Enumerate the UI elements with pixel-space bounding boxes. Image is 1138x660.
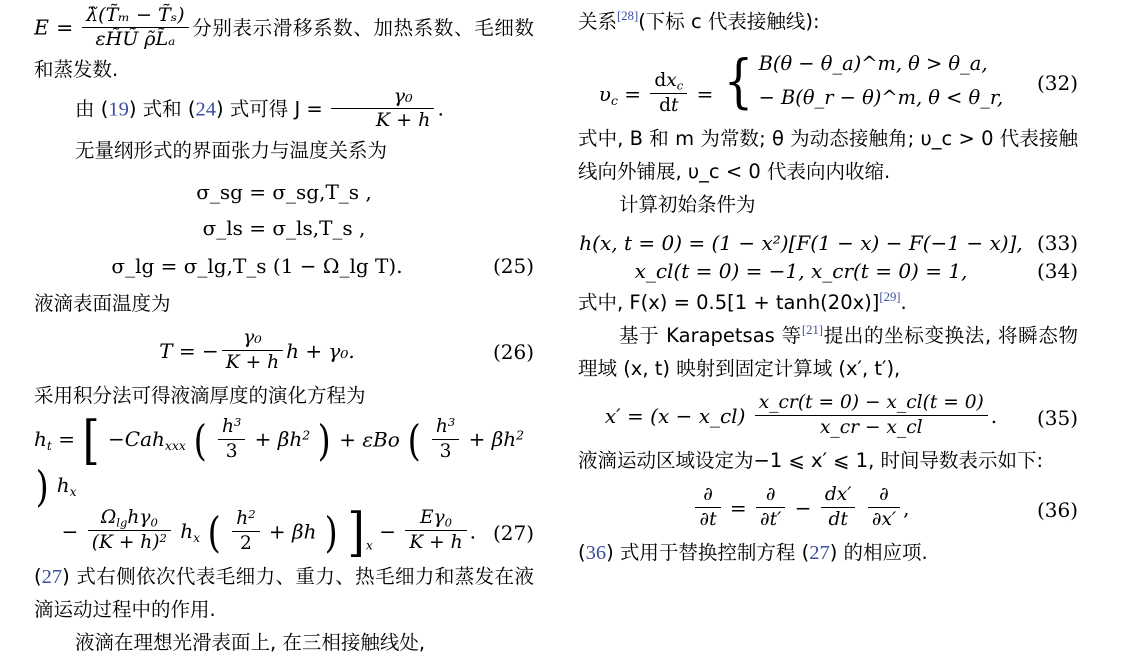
two-column-layout <box>34 3 1110 660</box>
equation-32-number: (32) <box>1036 71 1078 96</box>
equation-27-number: (27) <box>492 520 534 545</box>
fraction-E-gamma-over-K-plus-h <box>405 507 466 554</box>
equation-27-term-8: + βh <box>268 519 317 544</box>
left-paragraph-3-text: 无量纲形式的界面张力与温度关系为 <box>75 139 388 163</box>
p5-pre: 基于 Karapetsas 等 <box>619 323 802 347</box>
fraction-denominator: εH̃Ũ ρ̃L̃ₐ <box>82 27 189 52</box>
equation-26-lhs: T = − <box>159 338 219 363</box>
p2-post: ) 式可得 J = <box>215 98 323 122</box>
equation-27-block <box>34 410 534 563</box>
equation-36-comma: , <box>903 496 910 521</box>
paren-open-1: ( <box>193 416 207 466</box>
left-paragraph-4-text: 液滴表面温度为 <box>34 291 171 315</box>
fraction-denominator: dt <box>821 507 856 531</box>
p7-end: ) 的相应项. <box>829 541 928 565</box>
fraction-numerator: λ̃(T̃ₘ − T̃ₛ) <box>86 3 185 26</box>
fraction-J <box>331 85 435 133</box>
left-paragraph-2 <box>34 87 534 135</box>
fraction-numerator: $E\gamma_0$ <box>419 507 452 531</box>
fraction-d-dt <box>695 484 720 531</box>
p7-open-paren: ( <box>578 541 586 565</box>
fraction-numerator: γ₀ <box>393 85 413 108</box>
equation-33-number: (33) <box>1036 230 1078 255</box>
equation-25-line-2: σ_ls = σ_ls,T_s , <box>202 215 366 240</box>
p4-post: . <box>900 290 907 314</box>
equation-26-rhs: h + γ₀. <box>286 338 355 363</box>
equation-26-body <box>34 326 480 376</box>
fraction-denominator: $(K + h)^2$ <box>88 530 171 554</box>
equation-27-lhs: $h_t$ = <box>34 427 75 454</box>
left-paragraph-3 <box>34 135 534 168</box>
fraction-denominator: ∂x′ <box>868 507 900 531</box>
fraction-denominator: K + h <box>405 530 466 554</box>
equation-25-line-3: σ_lg = σ_lg,T_s (1 − Ω_lg T). <box>111 254 403 279</box>
equation-27-right-bracket: ] <box>347 502 365 563</box>
equation-35-body <box>578 394 1024 441</box>
paren-open-2: ( <box>407 416 421 466</box>
fraction-denominator: 3 <box>432 439 459 463</box>
p5-post: 提出的坐标变换法, 将瞬态物理域 (x, t) 映射到固定计算域 (x′, t′), <box>578 323 1079 380</box>
left-paragraph-5-text: 采用积分法可得液滴厚度的演化方程为 <box>34 383 366 407</box>
eq-ref-27[interactable]: 27 <box>41 565 63 588</box>
equation-27-term-9: − <box>379 519 396 544</box>
equation-27-term-2: + $\beta h^2$ <box>254 427 311 452</box>
left-paragraph-6-text: ) 式右侧依次代表毛细力、重力、热毛细力和蒸发在液滴运动过程中的作用. <box>34 564 534 622</box>
equation-36-number: (36) <box>1036 497 1078 522</box>
p4-pre: 式中, F(x) = 0.5[1 + tanh(20x)] <box>578 290 880 314</box>
fraction-numerator: $\Omega_{lg}h\gamma_0$ <box>100 507 158 531</box>
right-paragraph-2-text: 式中, B 和 m 为常数; θ 为动态接触角; υ_c > 0 代表接触线向外铺展, υ_c < 0 代表向内收缩. <box>578 126 1078 184</box>
equation-36-body <box>578 486 1024 533</box>
fraction-gamma-over-K-plus-h <box>222 327 283 374</box>
equation-32-lhs: $\upsilon_c$ = <box>598 81 642 108</box>
fraction-h3-over-3-b <box>432 415 459 463</box>
fraction-d-dxprime <box>868 484 900 531</box>
paren-close-1: ) <box>318 416 332 466</box>
fraction-numerator: x_cr(t = 0) − x_cl(t = 0) <box>758 392 984 414</box>
left-brace: { <box>723 46 753 115</box>
equation-34-row <box>578 259 1078 283</box>
left-paragraph-5 <box>34 380 534 413</box>
equation-27-line-1-wrap <box>34 410 534 511</box>
fraction-denominator: ∂t′ <box>756 507 785 531</box>
right-paragraph-4 <box>578 287 1078 320</box>
eq-ref-27-right[interactable]: 27 <box>809 542 830 565</box>
right-paragraph-6-text: 液滴运动区域设定为−1 ⩽ x′ ⩽ 1, 时间导数表示如下: <box>578 449 1044 473</box>
equation-27-line-2-row <box>34 502 534 563</box>
fraction-numerator: $h^2$ <box>236 506 256 529</box>
right-paragraph-6 <box>578 445 1078 478</box>
right-paragraph-7 <box>578 537 1078 570</box>
fraction-denominator: dt <box>650 93 687 117</box>
equation-35-end: . <box>990 404 998 429</box>
fraction-denominator: K + h <box>331 108 435 133</box>
equation-36-row <box>578 486 1078 533</box>
equation-27-line-2 <box>34 502 480 563</box>
equation-27-term-3: + εBo <box>339 427 400 452</box>
equation-27-left-bracket: [ <box>82 410 101 471</box>
paren-close-3: ) <box>324 508 338 558</box>
citation-21[interactable]: [21] <box>801 322 824 337</box>
left-paragraph-7-text: 液滴在理想光滑表面上, 在三相接触线处, <box>75 631 426 655</box>
equation-32-row <box>578 47 1078 119</box>
cases-lines <box>759 47 1004 115</box>
p6-open-paren: ( <box>34 564 42 588</box>
left-paragraph-1 <box>34 3 534 87</box>
equation-25-number: (25) <box>492 254 534 279</box>
equation-26-row <box>34 326 534 376</box>
fraction-numerator: $dx_c$ <box>654 69 684 93</box>
fraction-numerator: $h^3$ <box>435 415 456 438</box>
equation-32-equals: = <box>696 81 714 106</box>
fraction-dxc-dt <box>650 70 687 117</box>
equation-25-line-1: σ_sg = σ_sg,T_s , <box>196 179 372 204</box>
symbol-E: E = <box>34 15 74 40</box>
fraction-denominator: ∂t <box>695 507 720 531</box>
citation-29[interactable]: [29] <box>879 289 901 304</box>
right-paragraph-5 <box>578 320 1078 386</box>
equation-27-term-5: $h_x$ <box>56 472 77 499</box>
equation-25-block <box>34 175 534 284</box>
equation-36-equals: = <box>729 496 747 521</box>
fraction-numerator: ∂ <box>765 484 776 506</box>
right-paragraph-1 <box>578 6 1078 39</box>
equation-32-body <box>578 47 1024 119</box>
equation-25-line-3-row <box>34 249 534 283</box>
paren-open-3: ( <box>208 508 222 558</box>
eq-ref-19[interactable]: 19 <box>108 99 129 122</box>
fraction-numerator: γ₀ <box>243 326 262 348</box>
equation-32-cases <box>720 47 1003 115</box>
equation-34-number: (34) <box>1036 258 1078 283</box>
fraction-dxprime-dt <box>821 484 856 531</box>
equation-33-body: h(x, t = 0) = (1 − x²)[F(1 − x) − F(−1 − x)], <box>579 230 1023 255</box>
right-paragraph-3 <box>578 189 1078 222</box>
p2-mid: ) 式和 ( <box>128 98 196 122</box>
left-paragraph-6 <box>34 561 534 627</box>
fraction-denominator: x_cr − x_cl <box>755 415 988 439</box>
fraction-E-definition <box>82 4 189 52</box>
equation-26-number: (26) <box>492 340 534 365</box>
equation-33-row <box>578 231 1078 255</box>
equation-27-subscript-x: x <box>365 537 373 553</box>
fraction-denominator: K + h <box>222 350 283 374</box>
right-column <box>578 6 1078 660</box>
p7-mid: ) 式用于替换控制方程 ( <box>606 541 810 565</box>
equation-27-period: . <box>469 519 476 544</box>
fraction-omega-lg-h-gamma <box>88 507 171 554</box>
eq-ref-36[interactable]: 36 <box>585 542 607 565</box>
p2-pre: 由 ( <box>75 98 109 122</box>
equation-27-term-7: $h_x$ <box>180 519 201 546</box>
fraction-numerator: ∂ <box>703 484 713 506</box>
p1-pre: 关系 <box>578 10 618 33</box>
right-paragraph-3-text: 计算初始条件为 <box>619 193 756 217</box>
fraction-numerator: $h^3$ <box>221 415 242 438</box>
equation-34-body: x_cl(t = 0) = −1, x_cr(t = 0) = 1, <box>634 258 968 283</box>
equation-27-term-4: + $\beta h^2$ <box>468 427 525 452</box>
left-paragraph-1-text: 分别表示滑移系数、加热系数、毛细数和蒸发数. <box>34 16 534 82</box>
left-paragraph-7 <box>34 627 534 660</box>
equation-32-case-1: B(θ − θ_a)^m, θ > θ_a, <box>758 52 988 76</box>
left-column <box>34 3 534 660</box>
equation-32-case-2: − B(θ_r − θ)^m, θ < θ_r, <box>758 86 1004 110</box>
fraction-denominator: 2 <box>232 531 259 555</box>
equation-27-term-1: −Cah$_{xxx}$ <box>108 427 186 454</box>
fraction-numerator: ∂ <box>879 484 889 506</box>
equation-35-row <box>578 394 1078 441</box>
paren-close-2: ) <box>35 461 49 511</box>
equation-35-lhs: x′ = (x − x_cl) <box>604 404 746 429</box>
equation-27-term-6: − <box>61 519 79 544</box>
left-paragraph-4 <box>34 288 534 321</box>
eq-ref-24[interactable]: 24 <box>195 99 216 122</box>
fraction-numerator: dx′ <box>824 484 852 506</box>
citation-28[interactable]: [28] <box>617 9 639 24</box>
fraction-xcr-xcl <box>755 392 988 439</box>
equation-35-number: (35) <box>1036 405 1078 430</box>
equation-36-minus: − <box>794 496 812 521</box>
fraction-h2-over-2 <box>232 507 259 555</box>
fraction-denominator: 3 <box>218 439 245 463</box>
right-paragraph-2 <box>578 123 1078 189</box>
fraction-h3-over-3-a <box>218 415 245 463</box>
p2-end: . <box>437 97 444 122</box>
p1-post: (下标 c 代表接触线): <box>638 10 820 33</box>
fraction-d-dtprime <box>756 484 785 531</box>
